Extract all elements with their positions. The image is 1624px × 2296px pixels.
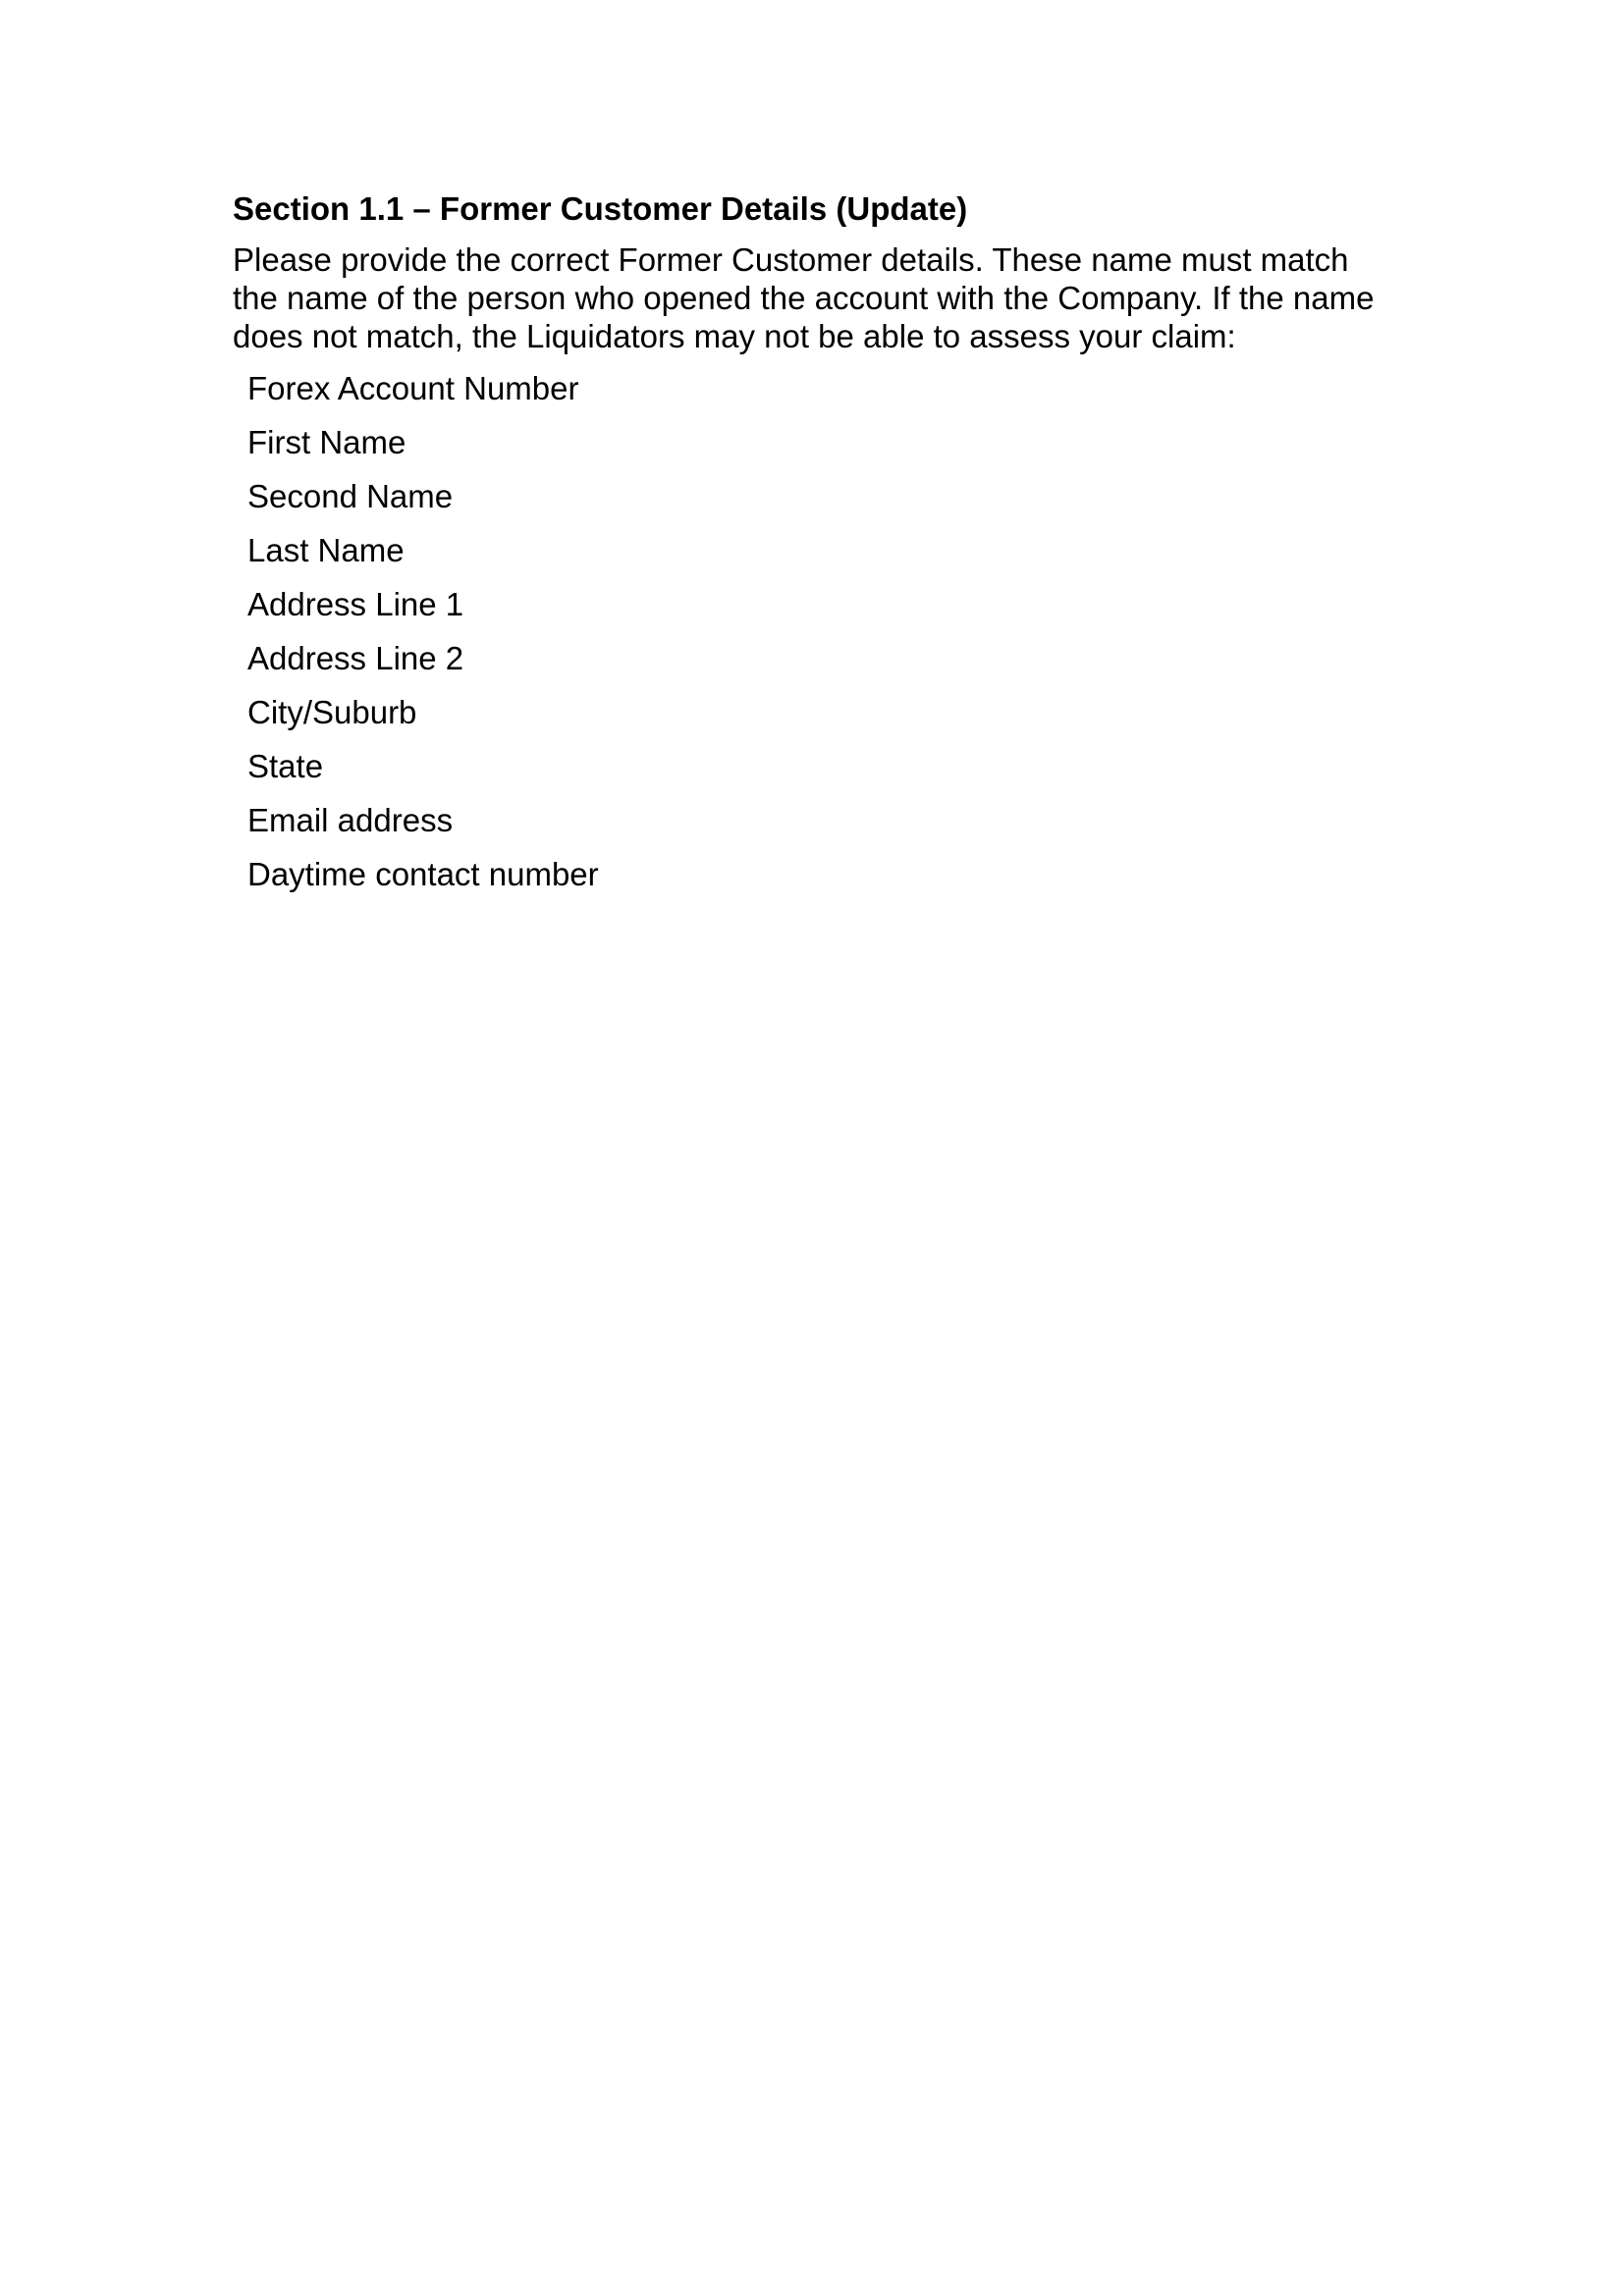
field-label-second-name: Second Name <box>247 478 454 514</box>
former-customer-section <box>233 189 1411 909</box>
section-title: Section 1.1 – Former Customer Details (Update) <box>233 190 968 227</box>
field-label-city-suburb: City/Suburb <box>247 694 417 730</box>
field-label-email-address: Email address <box>247 802 454 838</box>
field-label-first-name: First Name <box>247 424 406 460</box>
intro-line-1: Please provide the correct Former Customer details. These name must match <box>233 241 1349 278</box>
field-label-state: State <box>247 748 324 784</box>
intro-line-2: the name of the person who opened the account with the Company. If the name <box>233 280 1375 316</box>
field-label-address-line-1: Address Line 1 <box>247 586 464 622</box>
field-label-daytime-contact-number: Daytime contact number <box>247 856 599 892</box>
field-label-forex-account-number: Forex Account Number <box>247 370 579 406</box>
intro-line-3: does not match, the Liquidators may not be able to assess your claim: <box>233 318 1236 354</box>
customer-field-list <box>233 369 1411 909</box>
intro-paragraph <box>233 240 1411 355</box>
field-label-last-name: Last Name <box>247 532 405 568</box>
field-label-address-line-2: Address Line 2 <box>247 640 464 676</box>
